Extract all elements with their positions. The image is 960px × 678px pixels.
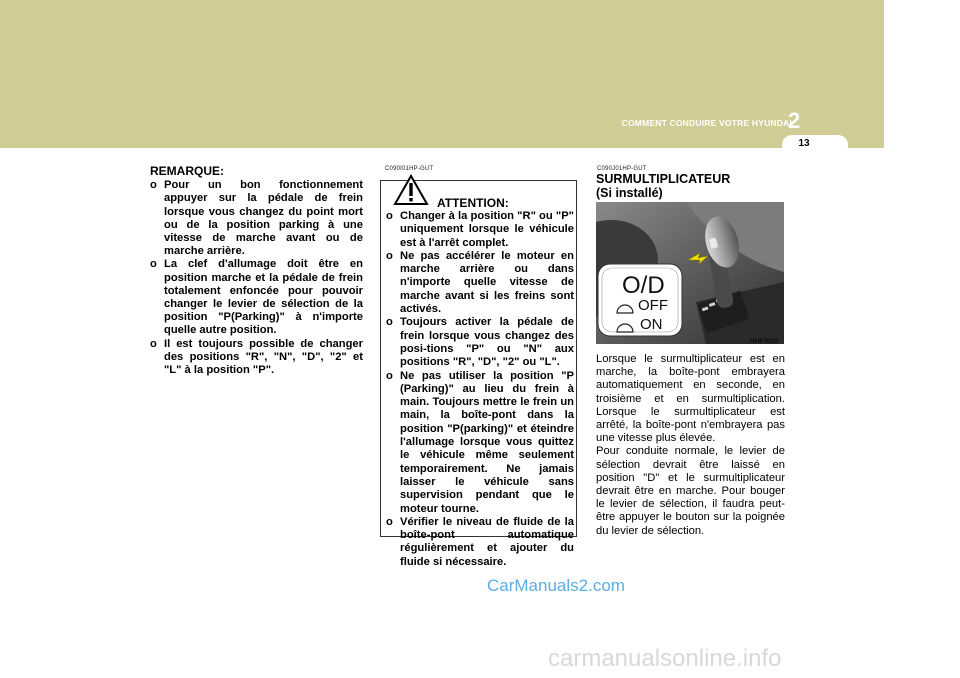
gear-lever-photo	[596, 202, 784, 344]
attention-item: o Toujours activer la pédale de frein lorsque vous changez des posi-tions "P" ou "N" aux positions "R", "D", "2" ou "L".	[386, 316, 574, 369]
attention-item: o Changer à la position "R" ou "P" uniquement lorsque le véhicule est à l'arrêt complet.	[386, 210, 574, 249]
bullet-mark: o	[150, 337, 157, 350]
note-item: o Il est toujours possible de changer des positions "R", "N", "D", "2" et "L" à la position "P".	[150, 337, 363, 377]
watermark-carmanualsonline[interactable]: carmanualsonline.info	[548, 645, 782, 672]
page-number: 13	[798, 138, 810, 149]
note-list	[150, 179, 363, 377]
overdrive-paragraph: Pour conduite normale, le levier de sélection devrait être laissé en position "D" et le surmultiplicateur devrait être en marche. Pour bouger le levier de sélection, il faudra peut-être appuyer le bouton sur la poignée du levier de sélection.	[596, 445, 785, 537]
attention-item: o Ne pas utiliser la position "P (Parking)" au lieu du frein à main. Toujours mettre le frein un main, la boîte-pont dans la position "P(parking)" et éteindre l'allumage lorsque vous quittez le véhicule même seulement temporairement. Ne jamais laisser le véhicule sans supervision pendant que le moteur tourne.	[386, 369, 574, 515]
attention-code: C090I01HP-GUT	[385, 166, 434, 172]
chapter-number: 2	[788, 108, 801, 133]
bullet-mark: o	[386, 515, 393, 528]
overdrive-title: SURMULTIPLICATEUR (Si installé)	[596, 172, 731, 200]
lamp-on-icon	[616, 320, 634, 330]
od-label: O/D	[622, 272, 665, 299]
attention-item: o Vérifier le niveau de fluide de la boîte-pont automatique régulièrement et ajouter du fluide si nécessaire.	[386, 515, 574, 568]
bullet-mark: o	[386, 316, 393, 329]
note-title: REMARQUE:	[150, 164, 224, 178]
on-label: ON	[640, 316, 663, 333]
chapter-title: COMMENT CONDUIRE VOTRE HYUNDAI	[621, 118, 792, 128]
bullet-mark: o	[386, 369, 393, 382]
overdrive-paragraph: Lorsque le surmultiplicateur est en marche, la boîte-pont embrayera automatiquement en seconde, en troisième et en surmultiplication. Lorsque le surmultiplicateur est arrêté, la boîte-pont n'embrayera pas une vitesse plus élevée.	[596, 353, 785, 445]
overdrive-body	[596, 353, 785, 538]
lamp-off-icon	[616, 301, 634, 311]
off-label: OFF	[638, 297, 668, 314]
bullet-mark: o	[150, 179, 157, 192]
image-code: HHP3019	[750, 338, 779, 345]
bullet-mark: o	[386, 249, 393, 262]
note-section	[150, 165, 363, 377]
note-item: o Pour un bon fonctionnement appuyer sur la pédale de frein lorsque vous changez du point mort ou de la position parking à une vitesse de marche avant ou de marche arrière.	[150, 179, 363, 258]
warning-triangle-icon	[393, 174, 429, 206]
watermark-carmanuals2[interactable]: CarManuals2.com	[487, 576, 625, 595]
bullet-mark: o	[150, 258, 157, 271]
note-item: o La clef d'allumage doit être en position marche et la pédale de frein totalement enfoncée pour pouvoir changer le levier de sélection de la position "P(Parking)" à n'importe quelle autre position.	[150, 258, 363, 337]
attention-item: o Ne pas accélérer le moteur en marche arrière ou dans n'importe quelle vitesse de marche avant si les freins sont activés.	[386, 249, 574, 316]
attention-list	[386, 210, 574, 569]
attention-title: ATTENTION:	[437, 196, 509, 210]
bullet-mark: o	[386, 210, 393, 222]
overdrive-code: C090J01HP-GUT	[597, 166, 647, 172]
